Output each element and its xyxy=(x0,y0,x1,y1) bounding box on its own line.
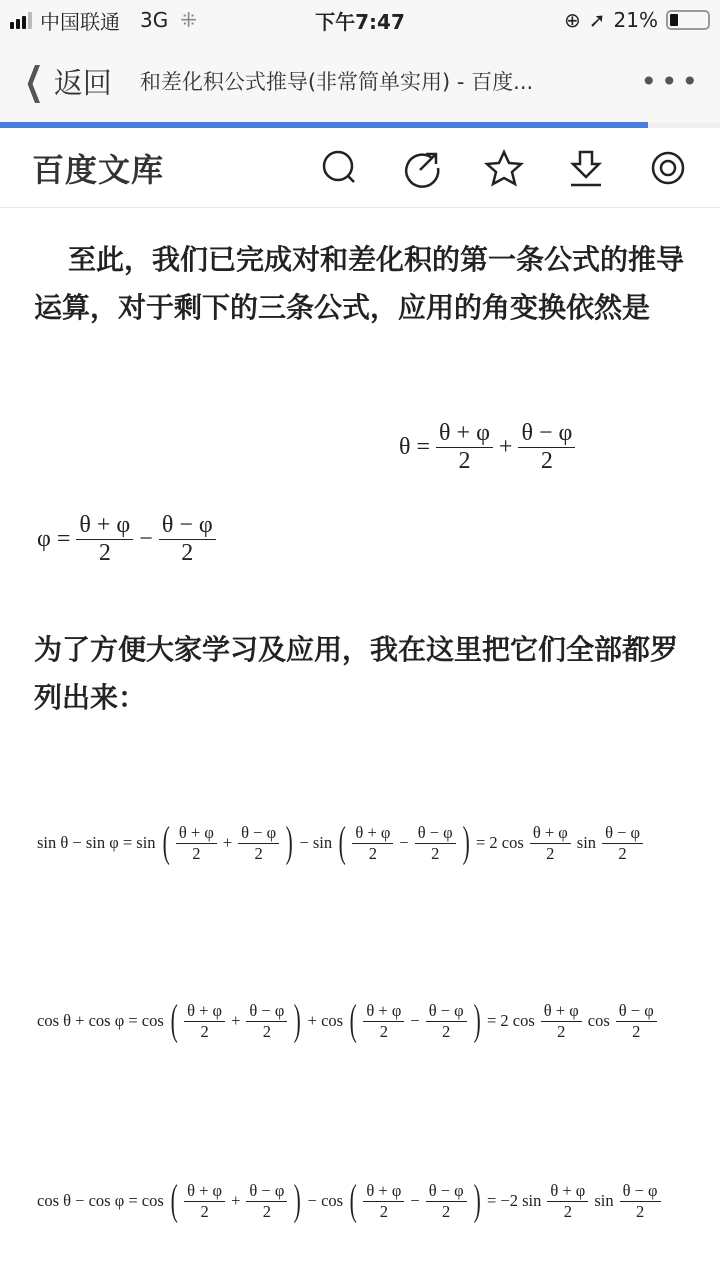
formula-text: + cos xyxy=(307,1011,344,1031)
denominator: 2 xyxy=(557,1021,566,1041)
numerator: θ + φ xyxy=(547,1181,588,1202)
denominator: 2 xyxy=(262,1201,271,1221)
numerator: θ − φ xyxy=(238,823,279,844)
formula-fraction xyxy=(602,823,643,864)
numerator: θ − φ xyxy=(426,1181,467,1202)
paragraph: 为了方便大家学习及应用，我在这里把它们全部都罗列出来： xyxy=(34,633,679,714)
formula-fraction xyxy=(363,1001,404,1042)
denominator: 2 xyxy=(379,1201,388,1221)
formula-fraction xyxy=(415,823,456,864)
formula xyxy=(396,420,578,475)
formula-text: − sin xyxy=(299,833,333,853)
formula-text: cos xyxy=(587,1011,610,1031)
clock: 下午7:47 xyxy=(315,9,405,34)
numerator: θ − φ xyxy=(602,823,643,844)
status-bar xyxy=(0,0,720,40)
denominator: 2 xyxy=(192,843,201,863)
denominator: 2 xyxy=(262,1021,271,1041)
signal-icon xyxy=(10,12,32,29)
numerator: θ + φ xyxy=(184,1181,225,1202)
share-icon[interactable] xyxy=(402,148,442,188)
numerator: θ + φ xyxy=(363,1001,404,1022)
numerator: θ + φ xyxy=(184,1001,225,1022)
denominator: 2 xyxy=(98,540,111,566)
formula-paren: ) xyxy=(473,1177,481,1224)
formula-paren: ( xyxy=(349,997,357,1044)
formula-fraction xyxy=(436,420,493,475)
battery-icon xyxy=(666,10,710,30)
formula-text: − xyxy=(410,1191,420,1211)
formula xyxy=(34,819,646,866)
formula-text: + xyxy=(231,1191,241,1211)
formula-text: = 2 cos xyxy=(486,1011,535,1031)
formula-text: + xyxy=(231,1011,241,1031)
formula-fraction xyxy=(76,512,133,567)
settings-icon[interactable] xyxy=(648,148,688,188)
numerator: θ + φ xyxy=(352,823,393,844)
formula xyxy=(34,1177,664,1224)
denominator: 2 xyxy=(635,1201,645,1221)
formula-paren: ( xyxy=(349,1177,357,1224)
denominator: 2 xyxy=(200,1021,209,1041)
formula-text: cos θ − cos φ = cos xyxy=(37,1191,164,1211)
numerator: θ − φ xyxy=(620,1181,661,1202)
chevron-left-icon: ❮ xyxy=(24,59,44,103)
search-icon[interactable] xyxy=(320,148,360,188)
formula-fraction xyxy=(246,1181,287,1222)
formula-fraction xyxy=(541,1001,582,1042)
formula-text: − xyxy=(410,1011,420,1031)
battery-percent: 21% xyxy=(613,8,658,32)
location-icon: ➚ xyxy=(588,8,606,32)
numerator: θ − φ xyxy=(616,1001,657,1022)
formula-fraction xyxy=(176,823,217,864)
paragraph: 至此，我们已完成对和差化积的第一条公式的推导运算，对于剩下的三条公式，应用的角变换依然是 xyxy=(34,243,685,324)
numerator: θ + φ xyxy=(363,1181,404,1202)
denominator: 2 xyxy=(431,843,440,863)
carrier: 中国联通 xyxy=(40,9,120,34)
formula-text: sin xyxy=(594,1191,614,1211)
logo[interactable]: 百度文库 xyxy=(32,150,165,189)
denominator: 2 xyxy=(618,843,627,863)
numerator: θ + φ xyxy=(176,823,217,844)
formula-fraction xyxy=(547,1181,588,1222)
denominator: 2 xyxy=(546,843,555,863)
denominator: 2 xyxy=(200,1201,209,1221)
numerator: θ − φ xyxy=(246,1001,287,1022)
denominator: 2 xyxy=(442,1021,451,1041)
formula-text: = −2 sin xyxy=(486,1191,542,1211)
numerator: θ + φ xyxy=(541,1001,582,1022)
formula-text: sin xyxy=(576,833,597,853)
formula-paren: ) xyxy=(293,997,302,1044)
formula-fraction xyxy=(184,1001,225,1042)
numerator: θ + φ xyxy=(76,512,133,540)
denominator: 2 xyxy=(181,540,194,566)
formula-text: − cos xyxy=(307,1191,344,1211)
star-icon[interactable] xyxy=(484,148,524,188)
formula-paren: ) xyxy=(473,997,481,1044)
denominator: 2 xyxy=(379,1021,388,1041)
back-label: 返回 xyxy=(53,65,112,100)
loading-icon: ⁜ xyxy=(180,8,197,32)
download-icon[interactable] xyxy=(566,148,606,188)
formula-paren: ) xyxy=(293,1177,302,1224)
formula xyxy=(34,997,660,1044)
formula-fraction xyxy=(246,1001,287,1042)
numerator: θ − φ xyxy=(246,1181,287,1202)
formula-fraction xyxy=(616,1001,657,1042)
formula-paren: ( xyxy=(338,819,346,866)
denominator: 2 xyxy=(254,843,263,863)
numerator: θ + φ xyxy=(436,420,493,448)
formula-fraction xyxy=(620,1181,661,1222)
denominator: 2 xyxy=(368,843,378,863)
formula-fraction xyxy=(426,1181,467,1222)
formula-text: + xyxy=(222,833,233,853)
formula-fraction xyxy=(530,823,571,864)
formula-fraction xyxy=(426,1001,467,1042)
network: 3G xyxy=(140,8,169,32)
formula-text: − xyxy=(399,833,409,853)
back-button[interactable] xyxy=(18,59,112,103)
formula-text: φ = xyxy=(37,526,71,552)
numerator: θ − φ xyxy=(426,1001,467,1022)
page-title: 和差化积公式推导(非常简单实用) - 百度... xyxy=(139,70,534,94)
denominator: 2 xyxy=(540,448,553,474)
formula xyxy=(34,512,219,567)
formula-text: = 2 cos xyxy=(476,833,524,853)
denominator: 2 xyxy=(442,1201,451,1221)
formula-text: + xyxy=(498,434,513,460)
nav-bar xyxy=(0,40,720,122)
denominator: 2 xyxy=(458,448,471,474)
formula-fraction xyxy=(238,823,279,864)
numerator: θ − φ xyxy=(518,420,575,448)
formula-fraction xyxy=(159,512,216,567)
formula-fraction xyxy=(184,1181,225,1222)
formula-paren: ) xyxy=(285,819,293,866)
site-header xyxy=(0,128,720,208)
formula-fraction xyxy=(518,420,575,475)
formula-paren: ( xyxy=(170,1177,178,1224)
denominator: 2 xyxy=(563,1201,572,1221)
formula-text: − xyxy=(139,526,153,552)
numerator: θ − φ xyxy=(159,512,216,540)
formula-fraction xyxy=(352,823,393,864)
formula-paren: ) xyxy=(462,819,470,866)
numerator: θ + φ xyxy=(530,823,571,844)
formula-paren: ( xyxy=(170,997,178,1044)
formula-text: θ = xyxy=(399,434,431,460)
formula-fraction xyxy=(363,1181,404,1222)
formula-text: cos θ + cos φ = cos xyxy=(37,1011,164,1031)
formula-text: sin θ − sin φ = sin xyxy=(37,833,156,853)
denominator: 2 xyxy=(632,1021,641,1041)
more-button[interactable]: ••• xyxy=(640,64,702,98)
formula-paren: ( xyxy=(162,819,170,866)
numerator: θ − φ xyxy=(415,823,456,844)
rotation-lock-icon: ⊕ xyxy=(564,8,581,32)
